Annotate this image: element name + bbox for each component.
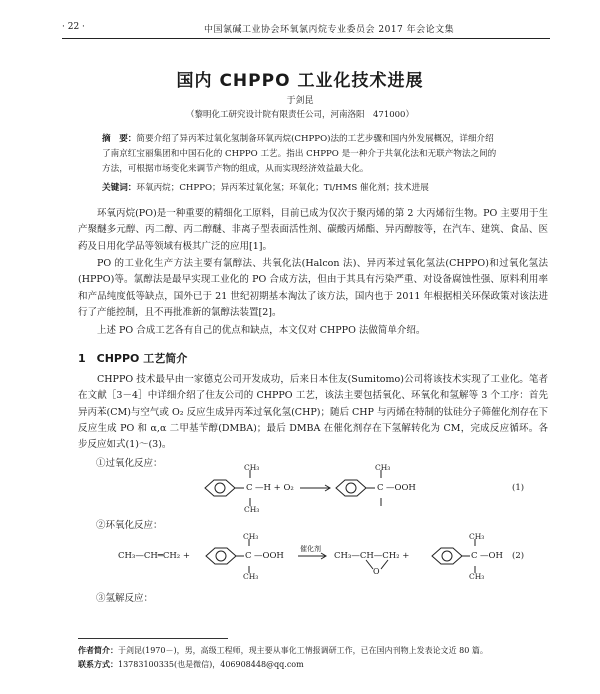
reaction-3-label: ③氢解反应： (96, 593, 154, 604)
methyl-group: CH₃ (375, 463, 391, 472)
carbon-atom: C (471, 551, 478, 561)
methyl-group: CH₃ (244, 505, 260, 514)
author: 于剑昆 (286, 96, 314, 106)
epoxide-oxygen: O (373, 567, 380, 576)
affiliation: （黎明化工研究设计院有限责任公司，河南洛阳 471000） (186, 110, 414, 120)
reaction-2-label: ②环氧化反应： (96, 520, 163, 531)
benzene-ring (432, 548, 462, 564)
equation-number-1: (1) (512, 483, 525, 493)
section-1-paragraph: CHPPO 技术最早由一家德克公司开发成功，后来日本住友(Sumitomo)公司将该技术实现了工业化。笔者在文献［3－4］中详细介绍了住友公司的 CHPPO 工艺，该法主要包括氧化、环氧化和氢解等 3 个工序：首先异丙苯(CM)与空气或 O₂ 反应生成异丙苯过氧化氢(CHP)；随后 CHP 与丙烯在特制的钛硅分子筛催化剂存在下反应生成 PO 和 α,α 二甲基苄醇(DMBA)；最后 DMBA 在催化剂存在下氢解转化为 CM，完成反应循环。各步反应如式(1)～(3)。 (78, 374, 548, 451)
benzene-ring (205, 480, 235, 496)
keywords (102, 181, 500, 193)
contact-text: 13783100335(也是微信)，406908448@qq.com (118, 660, 304, 669)
journal-title: 中国氯碱工业协会环氧氯丙烷专业委员会 2017 年会论文集 (204, 25, 455, 35)
propylene-reactant: CH₃—CH═CH₂ + (118, 551, 191, 561)
benzene-ring-circle (215, 483, 225, 493)
epoxide-bond (366, 560, 373, 569)
contact-label: 联系方式： (78, 659, 118, 669)
carbon-atom: C (377, 483, 384, 493)
keywords-label: 关键词： (102, 183, 137, 193)
propylene-oxide-product: CH₃—CH—CH₂ + (334, 551, 410, 561)
catalyst-label: 催化剂 (300, 545, 321, 553)
abstract (102, 132, 500, 177)
abstract-label: 摘 要： (102, 134, 137, 144)
running-header (62, 22, 550, 36)
hydroxyl-group: —OH (480, 551, 503, 561)
reactant-h-o2: —H + O₂ (255, 483, 294, 493)
paper-title: 国内 CHPPO 工业化技术进展 (176, 71, 424, 91)
methyl-group: CH₃ (244, 463, 260, 472)
footnote-rule (78, 638, 228, 639)
benzene-ring (336, 480, 366, 496)
epoxide-bond (381, 560, 388, 569)
equation-number-2: (2) (512, 551, 525, 561)
page-number: · 22 · (62, 22, 85, 32)
header-rule (62, 38, 550, 39)
hydroperoxy-group: —OOH (254, 551, 284, 561)
benzene-ring (206, 548, 236, 564)
carbon-atom: C (245, 551, 252, 561)
methyl-group: CH₃ (243, 572, 259, 581)
author-bio-label: 作者简介： (78, 645, 118, 655)
methyl-group: CH₃ (469, 532, 485, 541)
methyl-group: CH₃ (469, 572, 485, 581)
methyl-group: CH₃ (243, 532, 259, 541)
keywords-text: 环氧丙烷；CHPPO；异丙苯过氧化氢；环氧化；Ti/HMS 催化剂；技术进展 (136, 183, 429, 193)
hydroperoxy-group: —OOH (386, 483, 416, 493)
intro-paragraph-2: PO 的工业化生产方法主要有氯醇法、共氧化法(Halcon 法)、异丙苯过氧化氢法(CHPPO)和过氧化氢法(HPPO)等。氯醇法是最早实现工业化的 PO 合成方法，但由于其具有污染严重、对设备腐蚀性强、原料利用率和产品纯度低等缺点，国外已于 21 世纪初期基本淘汰了该方法，国内也于 2011 年根据相关环保政策对该法进行了产能控制，且不再批准新的氯醇法装置[2]。 (78, 258, 548, 318)
author-bio (78, 644, 548, 657)
abstract-text: 简要介绍了异丙苯过氧化氢制备环氧丙烷(CHPPO)法的工艺步骤和国内外发展概况，详细介绍了南京红宝丽集团和中国石化的 CHPPO 工艺。指出 CHPPO 是一种介于共氧化法和无联产物法之间的方法，可根据市场变化来调节产物的组成，从而实现经济效益最大化。 (102, 134, 497, 174)
intro-paragraph-1: 环氧丙烷(PO)是一种重要的精细化工原料，目前已成为仅次于聚丙烯的第 2 大丙烯衍生物。PO 主要用于生产聚醚多元醇、丙二醇、丙二醇醚、非离子型表面活性剂、碳酸丙烯酯、异丙醇胺等，在汽车、建筑、食品、医药及日用化学品等领域有极其广泛的应用[1]。 (78, 208, 548, 252)
intro-paragraph-3: 上述 PO 合成工艺各有自己的优点和缺点，本文仅对 CHPPO 法做简单介绍。 (97, 325, 426, 336)
contact-info (78, 658, 548, 671)
carbon-atom: C (246, 483, 253, 493)
author-bio-text: 于剑昆(1970－)，男，高级工程师，现主要从事化工情报调研工作，已在国内刊物上发表论文近 80 篇。 (118, 646, 488, 655)
section-1-heading: 1 CHPPO 工艺简介 (78, 352, 188, 365)
reaction-1-label: ①过氧化反应： (96, 458, 163, 469)
